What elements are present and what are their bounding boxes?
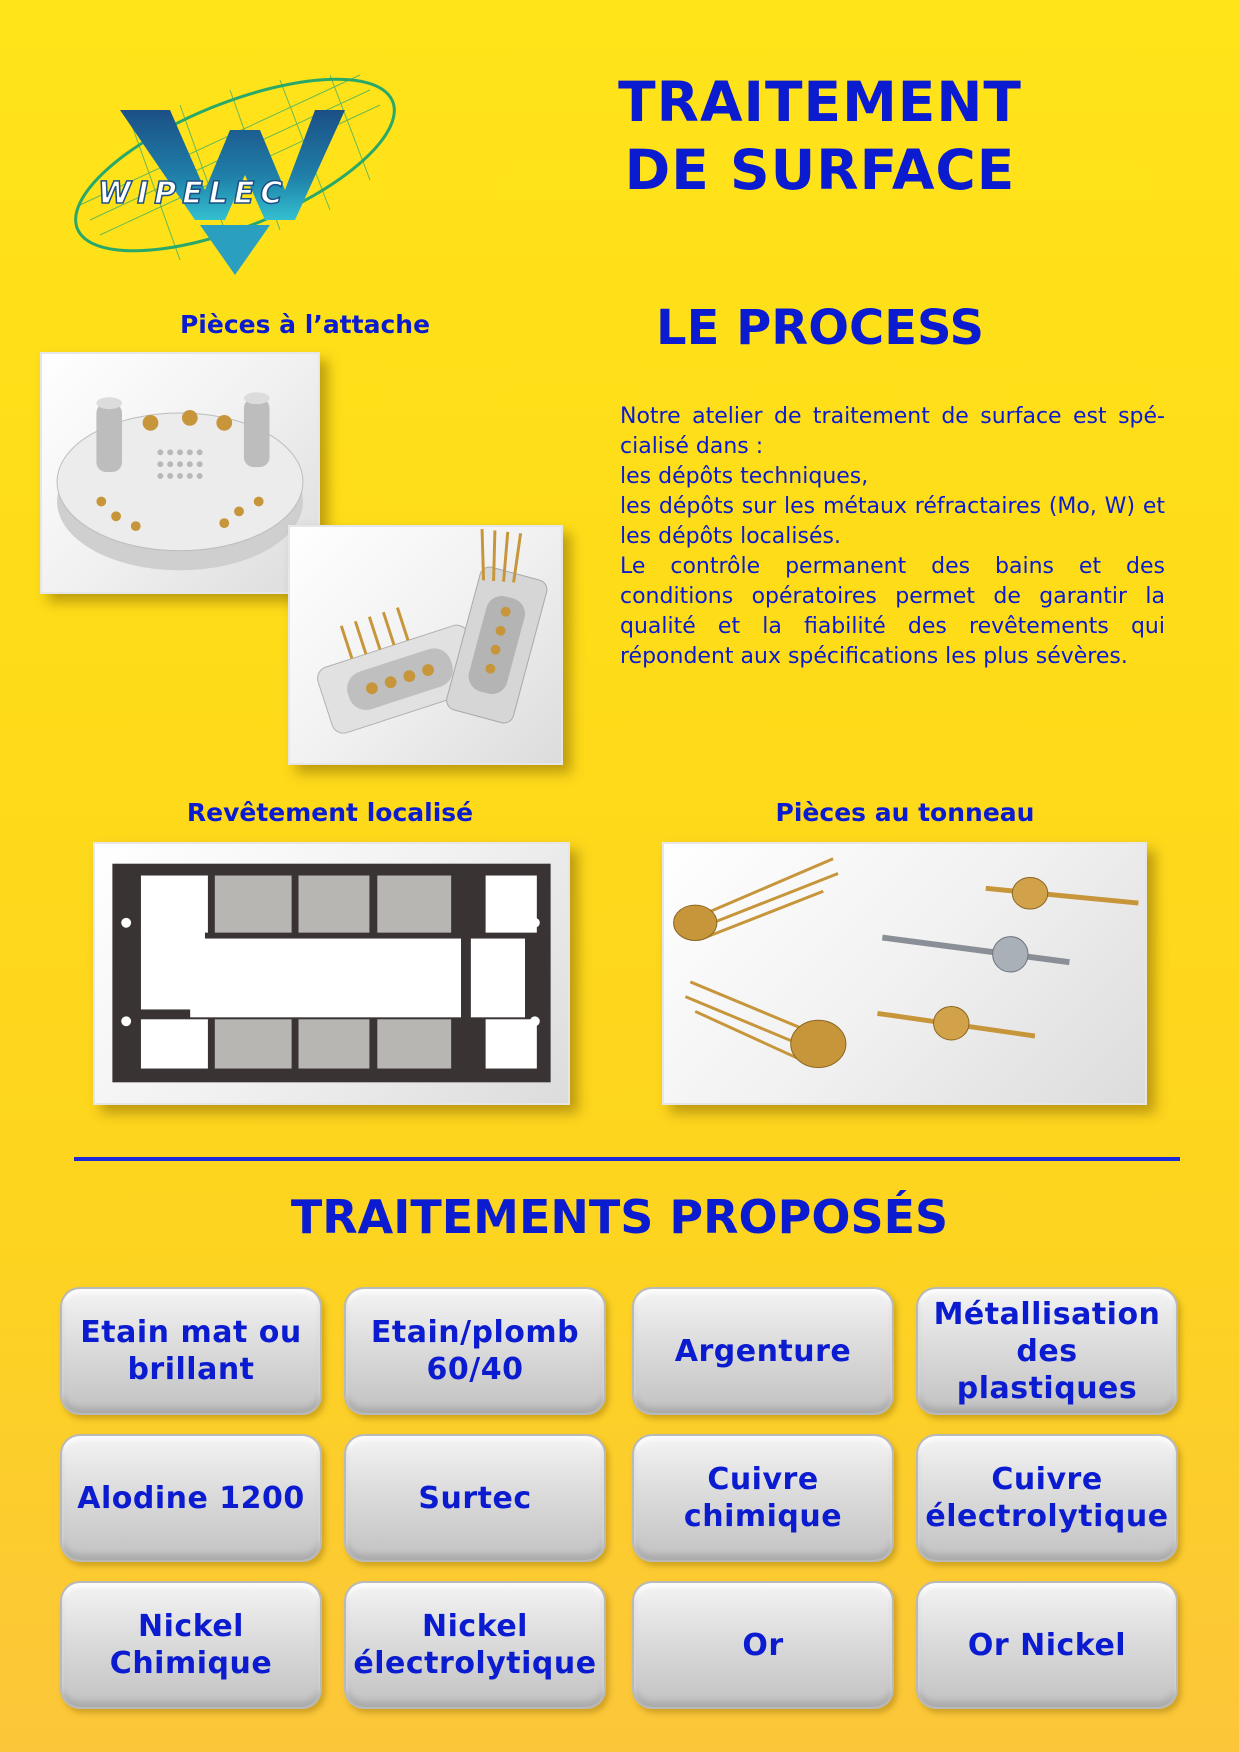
treatment-surtec[interactable] (344, 1434, 606, 1562)
treatment-line-2: chimique (683, 1499, 843, 1534)
wipelec-logo (70, 70, 410, 285)
treatment-or[interactable] (632, 1581, 894, 1709)
title-line-1: TRAITEMENT (618, 70, 1022, 134)
treatment-line-2: électrolytique (925, 1499, 1169, 1534)
photo-barrel-parts (662, 842, 1147, 1105)
page-title (580, 68, 1060, 204)
treatment-line-2: électrolytique (353, 1646, 597, 1681)
treatment-line-1: Etain/plomb (370, 1315, 580, 1350)
treatment-nickel-electrolytique[interactable] (344, 1581, 606, 1709)
treatment-line-2: brillant (127, 1352, 255, 1387)
caption-tonneau: Pièces au tonneau (775, 798, 1035, 827)
caption-localise: Revêtement localisé (186, 798, 474, 827)
treatment-line-1: Cuivre (991, 1462, 1103, 1497)
treatment-etain-plomb[interactable] (344, 1287, 606, 1415)
process-title: LE PROCESS (655, 300, 985, 356)
caption-attache: Pièces à l’attache (179, 310, 431, 339)
treatment-line-1: Cuivre (707, 1462, 819, 1497)
logo-wordmark: WIPELEC (98, 176, 289, 211)
treatment-line-1: Alodine 1200 (77, 1480, 305, 1516)
treatment-line-2: 60/40 (426, 1352, 524, 1387)
treatment-line-1: Etain mat ou (80, 1315, 302, 1350)
treatment-line-1: Surtec (418, 1480, 532, 1516)
process-paragraph-1: Notre atelier de traitement de surface est spé-cialisé dans : (620, 404, 1165, 459)
treatment-line-2: des plastiques (956, 1333, 1138, 1406)
treatment-line-1: Argenture (674, 1333, 852, 1369)
treatment-argenture[interactable] (632, 1287, 894, 1415)
process-paragraph-3: les dépôts sur les métaux réfractaires (Mo, W) et les dépôts localisés. (620, 494, 1165, 549)
treatment-line-1: Nickel (138, 1609, 244, 1644)
treatment-cuivre-chimique[interactable] (632, 1434, 894, 1562)
treatment-line-1: Nickel (422, 1609, 528, 1644)
treatment-line-1: Métallisation (933, 1296, 1161, 1332)
treatment-metallisation[interactable] (916, 1287, 1178, 1415)
treatment-or-nickel[interactable] (916, 1581, 1178, 1709)
treatment-line-1: Or Nickel (967, 1627, 1127, 1663)
treatment-alodine[interactable] (60, 1434, 322, 1562)
photo-lead-frame (93, 842, 570, 1105)
section-divider (74, 1157, 1180, 1161)
treatment-etain-mat[interactable] (60, 1287, 322, 1415)
treatment-nickel-chimique[interactable] (60, 1581, 322, 1709)
treatment-line-1: Or (742, 1627, 784, 1663)
treatments-title: TRAITEMENTS PROPOSÉS (290, 1190, 949, 1244)
title-line-2: DE SURFACE (624, 138, 1016, 202)
treatments-grid (60, 1287, 1180, 1711)
photo-dsub-connectors (288, 525, 563, 765)
process-paragraph-4: Le contrôle permanent des bains et des conditions opératoires permet de garantir la qualité et la fiabilité des revêtements qui répondent aux spécifications les plus sévères. (620, 554, 1165, 669)
process-text (620, 402, 1165, 672)
treatment-cuivre-electrolytique[interactable] (916, 1434, 1178, 1562)
treatment-line-2: Chimique (109, 1646, 273, 1681)
process-paragraph-2: les dépôts techniques, (620, 464, 869, 489)
photo-round-connector (40, 352, 320, 594)
